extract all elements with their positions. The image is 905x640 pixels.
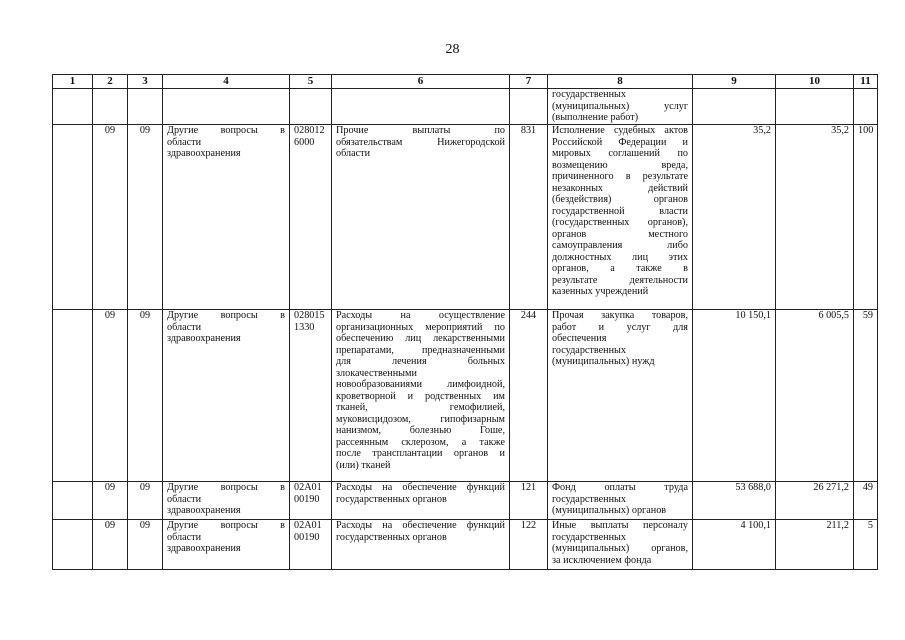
- page-number: 28: [445, 42, 460, 57]
- cell-col-3: [128, 89, 163, 125]
- cell-col-2: 09: [93, 125, 128, 310]
- cell-col-9: [693, 89, 776, 125]
- cell-line: здравоохранения: [167, 148, 241, 159]
- cell-line: государственных: [552, 89, 626, 100]
- cell-line: здравоохранения: [167, 505, 241, 516]
- cell-col-5: [290, 310, 332, 482]
- cell-line: 028012: [294, 125, 325, 136]
- cell-line: Другие вопросы в: [167, 310, 285, 321]
- cell-line: возмещению вреда,: [552, 159, 688, 171]
- cell-line: 00190: [294, 493, 320, 505]
- cell-col-3: 09: [128, 520, 163, 570]
- cell-col-6: [332, 310, 510, 482]
- cell-line: 00190: [294, 531, 320, 543]
- cell-col-4: [163, 520, 290, 570]
- cell-line: здравоохранения: [167, 333, 241, 344]
- cell-line: обеспечения: [552, 333, 607, 344]
- cell-col-8: [548, 310, 693, 482]
- cell-col-7: 831: [510, 125, 548, 310]
- cell-line: мировых соглашений по: [552, 148, 688, 159]
- cell-col-11: 100: [854, 125, 878, 310]
- cell-line: кроветворной и родственных им: [336, 390, 505, 402]
- cell-line: Расходы на обеспечение функций: [336, 482, 505, 493]
- cell-col-11: 5: [854, 520, 878, 570]
- col-header-4: 4: [163, 75, 290, 89]
- cell-line: (бездействия) органов: [552, 194, 688, 205]
- cell-line: государственной власти: [552, 205, 688, 217]
- cell-line: казенных учреждений: [552, 286, 649, 297]
- cell-col-3: 09: [128, 310, 163, 482]
- col-header-6: 6: [332, 75, 510, 89]
- col-header-9: 9: [693, 75, 776, 89]
- col-header-2: 2: [93, 75, 128, 89]
- cell-col-1: [53, 520, 93, 570]
- cell-line: государственных: [552, 344, 626, 356]
- cell-col-8: [548, 125, 693, 310]
- table-row: [53, 482, 878, 520]
- cell-col-1: [53, 89, 93, 125]
- cell-line: области: [336, 148, 371, 159]
- cell-line: (или) тканей: [336, 459, 391, 471]
- cell-line: 02А01: [294, 520, 322, 531]
- cell-col-1: [53, 310, 93, 482]
- cell-col-8: [548, 89, 693, 125]
- cell-line: самоуправления либо: [552, 240, 688, 251]
- cell-line: (государственных органов),: [552, 217, 688, 228]
- cell-line: Прочие выплаты по: [336, 125, 505, 136]
- cell-col-10: [776, 89, 854, 125]
- cell-line: тканей, гемофилией,: [336, 402, 505, 413]
- cell-col-4: [163, 482, 290, 520]
- table-row: [53, 125, 878, 310]
- cell-line: 028015: [294, 310, 325, 321]
- cell-line: рассеянным склерозом, а также: [336, 436, 505, 448]
- table-row: [53, 520, 878, 570]
- cell-line: новообразованиями лимфоидной,: [336, 379, 505, 390]
- col-header-3: 3: [128, 75, 163, 89]
- cell-line: Российской Федерации и: [552, 136, 688, 148]
- cell-line: области: [167, 531, 202, 543]
- cell-col-9: 4 100,1: [693, 520, 776, 570]
- cell-col-1: [53, 482, 93, 520]
- cell-line: должностных лиц этих: [552, 251, 688, 263]
- cell-line: государственных: [552, 493, 626, 505]
- cell-line: организационных мероприятий по: [336, 321, 505, 333]
- cell-col-4: [163, 125, 290, 310]
- cell-col-9: 35,2: [693, 125, 776, 310]
- cell-col-2: 09: [93, 310, 128, 482]
- cell-line: области: [167, 493, 202, 505]
- cell-col-7: 121: [510, 482, 548, 520]
- cell-line: 02А01: [294, 482, 322, 493]
- cell-line: органов местного: [552, 228, 688, 240]
- cell-line: Другие вопросы в: [167, 482, 285, 493]
- cell-line: за исключением фонда: [552, 554, 652, 566]
- cell-col-7: 244: [510, 310, 548, 482]
- col-header-8: 8: [548, 75, 693, 89]
- cell-line: (выполнение работ): [552, 112, 639, 123]
- cell-line: Иные выплаты персоналу: [552, 520, 688, 531]
- cell-col-10: 211,2: [776, 520, 854, 570]
- table-row: [53, 89, 878, 125]
- cell-line: Исполнение судебных актов: [552, 125, 688, 136]
- cell-line: (муниципальных) услуг: [552, 100, 688, 112]
- col-header-1: 1: [53, 75, 93, 89]
- cell-line: муковисцидозом, гипофизарным: [336, 413, 505, 425]
- cell-line: результате деятельности: [552, 274, 688, 286]
- cell-line: препаратами, предназначенными: [336, 344, 505, 356]
- cell-col-3: 09: [128, 125, 163, 310]
- cell-line: нанизмом, болезнью Гоше,: [336, 425, 505, 436]
- cell-line: Другие вопросы в: [167, 520, 285, 531]
- cell-col-7: 122: [510, 520, 548, 570]
- cell-col-7: [510, 89, 548, 125]
- cell-line: для лечения больных: [336, 356, 505, 367]
- cell-line: обязательствам Нижегородской: [336, 136, 505, 148]
- cell-line: (муниципальных) органов,: [552, 543, 688, 554]
- cell-line: 1330: [294, 321, 315, 333]
- cell-line: (муниципальных) нужд: [552, 356, 655, 367]
- cell-col-5: [290, 520, 332, 570]
- cell-col-11: 49: [854, 482, 878, 520]
- cell-col-1: [53, 125, 93, 310]
- cell-line: государственных органов: [336, 531, 447, 543]
- table-row: [53, 310, 878, 482]
- cell-col-11: 59: [854, 310, 878, 482]
- col-header-10: 10: [776, 75, 854, 89]
- cell-col-5: [290, 89, 332, 125]
- cell-col-5: [290, 125, 332, 310]
- cell-col-2: 09: [93, 482, 128, 520]
- cell-line: государственных: [552, 531, 626, 543]
- cell-col-9: 53 688,0: [693, 482, 776, 520]
- header-row: [53, 75, 878, 89]
- cell-line: здравоохранения: [167, 543, 241, 554]
- col-header-7: 7: [510, 75, 548, 89]
- cell-line: причиненного в результате: [552, 171, 688, 182]
- cell-col-9: 10 150,1: [693, 310, 776, 482]
- col-header-5: 5: [290, 75, 332, 89]
- cell-col-11: [854, 89, 878, 125]
- cell-col-10: 6 005,5: [776, 310, 854, 482]
- cell-col-2: 09: [93, 520, 128, 570]
- cell-col-6: [332, 520, 510, 570]
- cell-col-2: [93, 89, 128, 125]
- cell-line: обеспечению лиц лекарственными: [336, 333, 505, 344]
- cell-line: (муниципальных) органов: [552, 505, 667, 516]
- cell-line: Другие вопросы в: [167, 125, 285, 136]
- cell-line: работ и услуг для: [552, 321, 688, 333]
- cell-col-10: 26 271,2: [776, 482, 854, 520]
- cell-line: после трансплантации органов и: [336, 448, 505, 459]
- cell-col-3: 09: [128, 482, 163, 520]
- cell-col-4: [163, 310, 290, 482]
- cell-line: области: [167, 321, 202, 333]
- cell-line: Расходы на обеспечение функций: [336, 520, 505, 531]
- cell-col-8: [548, 520, 693, 570]
- cell-col-10: 35,2: [776, 125, 854, 310]
- cell-col-6: [332, 125, 510, 310]
- col-header-11: 11: [854, 75, 878, 89]
- cell-line: злокачественными: [336, 367, 417, 379]
- cell-line: 6000: [294, 136, 315, 148]
- cell-col-6: [332, 89, 510, 125]
- cell-line: государственных органов: [336, 493, 447, 505]
- cell-col-5: [290, 482, 332, 520]
- cell-col-6: [332, 482, 510, 520]
- cell-line: органов, а также в: [552, 263, 688, 274]
- cell-line: Прочая закупка товаров,: [552, 310, 688, 321]
- cell-line: Расходы на осуществление: [336, 310, 505, 321]
- cell-line: незаконных действий: [552, 182, 688, 194]
- cell-col-4: [163, 89, 290, 125]
- budget-table: [52, 74, 878, 570]
- cell-col-8: [548, 482, 693, 520]
- cell-line: области: [167, 136, 202, 148]
- cell-line: Фонд оплаты труда: [552, 482, 688, 493]
